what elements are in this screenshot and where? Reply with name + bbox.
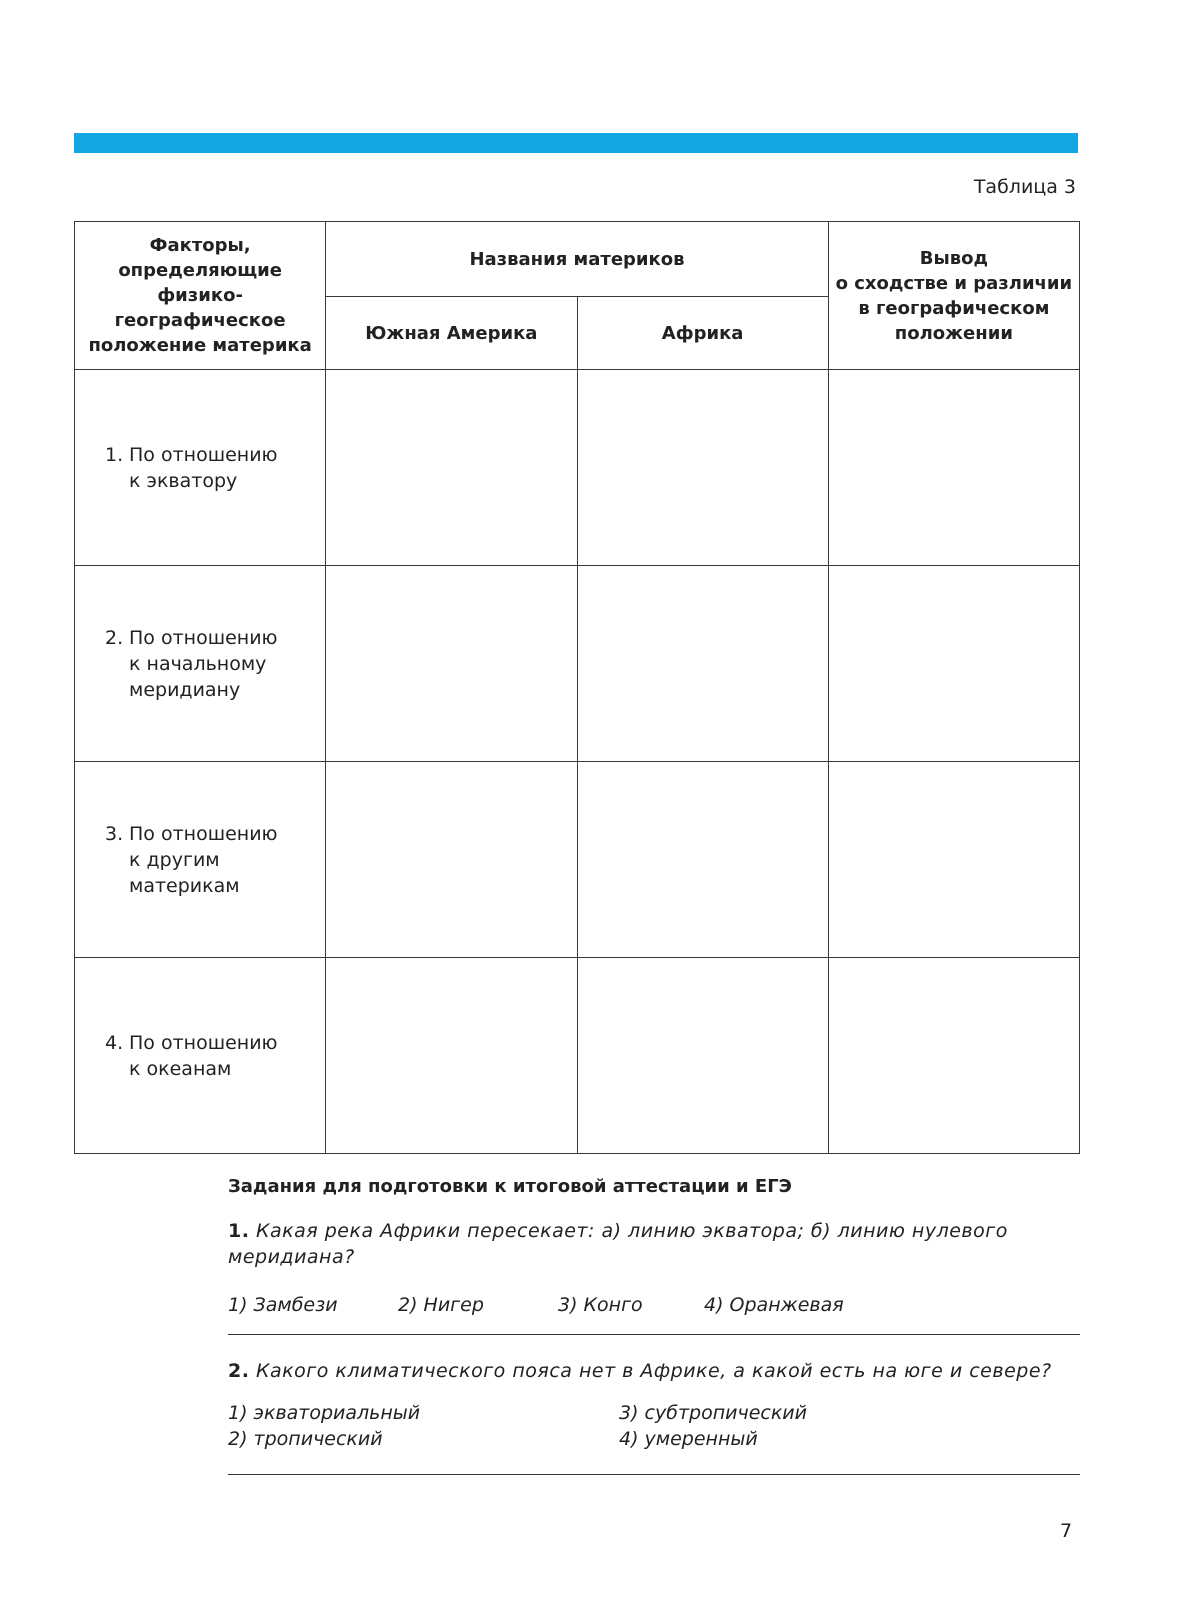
table-row bbox=[75, 762, 1080, 958]
empty-cell-conclusion[interactable] bbox=[828, 370, 1079, 566]
empty-cell-conclusion[interactable] bbox=[828, 958, 1079, 1154]
empty-cell-africa[interactable] bbox=[577, 762, 828, 958]
empty-cell-south-america[interactable] bbox=[326, 370, 577, 566]
header-conclusion: Вывод о сходстве и различии в географическом положении bbox=[828, 222, 1079, 370]
question-2-text: Какого климатического пояса нет в Африке, а какой есть на юге и севере? bbox=[256, 1360, 1052, 1382]
row-label: 3. По отношению к другим материкам bbox=[75, 762, 326, 958]
comparison-table bbox=[74, 221, 1080, 1154]
table-row bbox=[75, 566, 1080, 762]
empty-cell-africa[interactable] bbox=[577, 958, 828, 1154]
option: 1) Замбези bbox=[228, 1294, 338, 1316]
page-number: 7 bbox=[1060, 1520, 1073, 1542]
option: 2) тропический bbox=[228, 1428, 383, 1450]
header-factors: Факторы, определяющие физико- географическое положение материка bbox=[75, 222, 326, 370]
answer-line[interactable] bbox=[228, 1334, 1080, 1335]
accent-bar bbox=[74, 133, 1078, 153]
question-1: 1. Какая река Африки пересекает: а) линию экватора; б) линию нулевого меридиана? bbox=[228, 1220, 1008, 1268]
row-label: 4. По отношению к океанам bbox=[75, 958, 326, 1154]
empty-cell-conclusion[interactable] bbox=[828, 566, 1079, 762]
table-row bbox=[75, 370, 1080, 566]
option: 4) Оранжевая bbox=[704, 1294, 844, 1316]
empty-cell-south-america[interactable] bbox=[326, 762, 577, 958]
empty-cell-south-america[interactable] bbox=[326, 958, 577, 1154]
option: 3) Конго bbox=[558, 1294, 643, 1316]
table-caption: Таблица 3 bbox=[973, 176, 1076, 198]
empty-cell-africa[interactable] bbox=[577, 370, 828, 566]
question-1-text: Какая река Африки пересекает: а) линию экватора; б) линию нулевого меридиана? bbox=[228, 1220, 1008, 1268]
header-south-america: Южная Америка bbox=[326, 297, 577, 370]
header-continents-group: Названия материков bbox=[326, 222, 829, 297]
table-row bbox=[75, 958, 1080, 1154]
option: 3) субтропический bbox=[619, 1402, 808, 1424]
empty-cell-south-america[interactable] bbox=[326, 566, 577, 762]
tasks-section bbox=[228, 1176, 1080, 1450]
empty-cell-africa[interactable] bbox=[577, 566, 828, 762]
option: 2) Нигер bbox=[398, 1294, 484, 1316]
row-label: 2. По отношению к начальному меридиану bbox=[75, 566, 326, 762]
header-africa: Африка bbox=[577, 297, 828, 370]
question-2: 2. Какого климатического пояса нет в Африке, а какой есть на юге и севере? bbox=[228, 1360, 1052, 1382]
empty-cell-conclusion[interactable] bbox=[828, 762, 1079, 958]
option: 4) умеренный bbox=[619, 1428, 758, 1450]
option: 1) экваториальный bbox=[228, 1402, 421, 1424]
row-label: 1. По отношению к экватору bbox=[75, 370, 326, 566]
tasks-heading: Задания для подготовки к итоговой аттестации и ЕГЭ bbox=[228, 1176, 792, 1197]
answer-line[interactable] bbox=[228, 1474, 1080, 1475]
